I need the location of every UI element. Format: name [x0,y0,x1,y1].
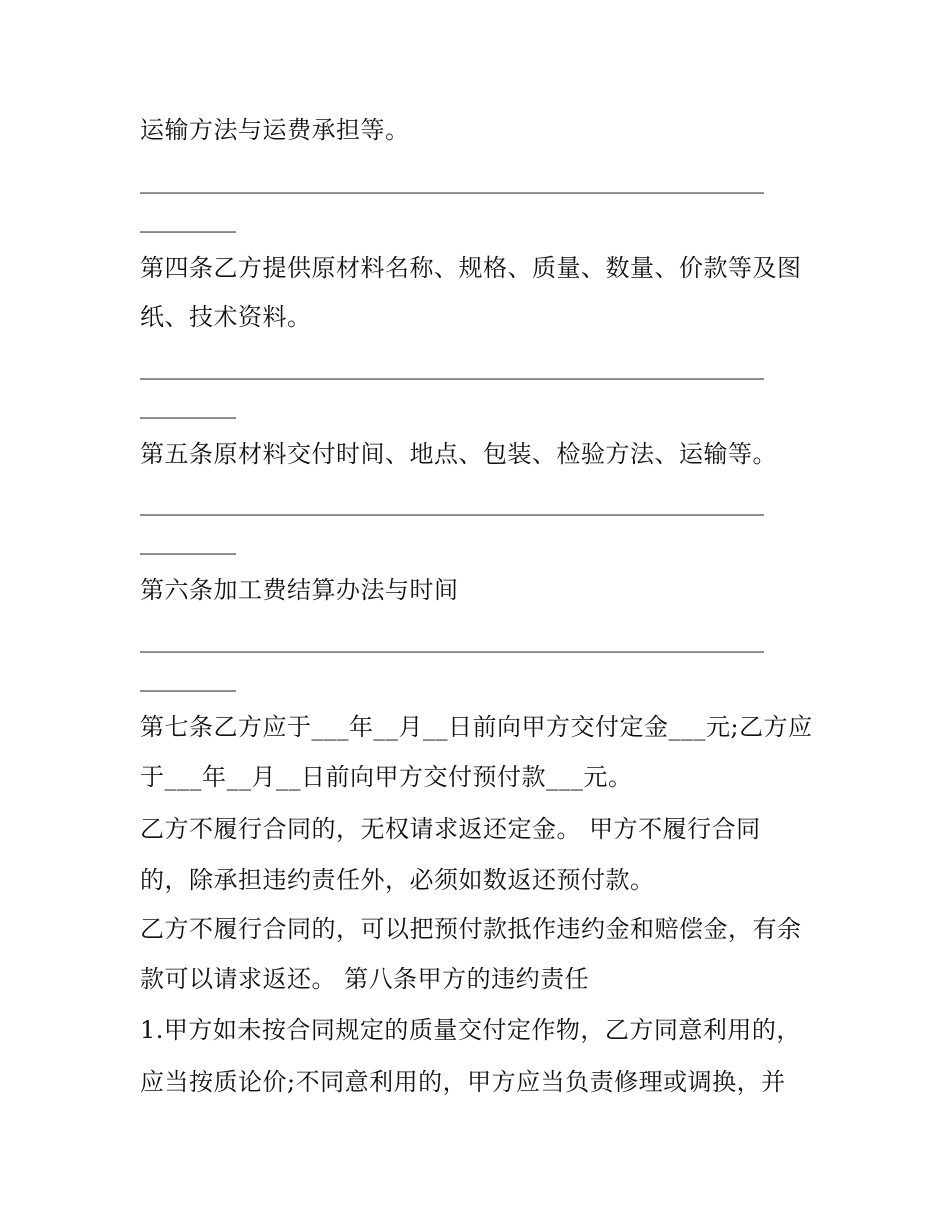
blank-underline: ____________________________________________________ [140,352,764,380]
blank-underline-short: ________ [140,664,236,692]
text-line: 运输方法与运费承担等。 [140,116,410,144]
blank-underline: ____________________________________________________ [140,488,764,516]
clause-7-line-3: 乙方不履行合同的，无权请求返还定金。 甲方不履行合同 [140,815,761,843]
clause-7-line-5: 乙方不履行合同的，可以把预付款抵作违约金和赔偿金，有余 [140,915,802,943]
clause-6-line: 第六条加工费结算办法与时间 [140,576,459,604]
clause-8-line-1: 1.甲方如未按合同规定的质量交付定作物，乙方同意利用的， [140,1016,801,1044]
clause-4-line-1: 第四条乙方提供原材料名称、规格、质量、数量、价款等及图 [140,254,802,282]
clause-8-line-2: 应当按质论价;不同意利用的，甲方应当负责修理或调换，并 [140,1068,786,1096]
blank-underline-short: ________ [140,527,236,555]
clause-7-line-1: 第七条乙方应于___年__月__日前向甲方交付定金___元;乙方应 [140,713,813,741]
clause-4-line-2: 纸、技术资料。 [140,303,312,331]
blank-underline: ____________________________________________________ [140,625,764,653]
blank-underline: ____________________________________________________ [140,166,764,194]
clause-7-line-4: 的，除承担违约责任外，必须如数返还预付款。 [140,866,655,894]
clause-7-line-2: 于___年__月__日前向甲方交付预付款___元。 [140,763,633,791]
blank-underline-short: ________ [140,205,236,233]
clause-5-line: 第五条原材料交付时间、地点、包装、检验方法、运输等。 [140,440,777,468]
blank-underline-short: ________ [140,391,236,419]
clause-7-line-6: 款可以请求返还。 第八条甲方的违约责任 [140,965,590,993]
